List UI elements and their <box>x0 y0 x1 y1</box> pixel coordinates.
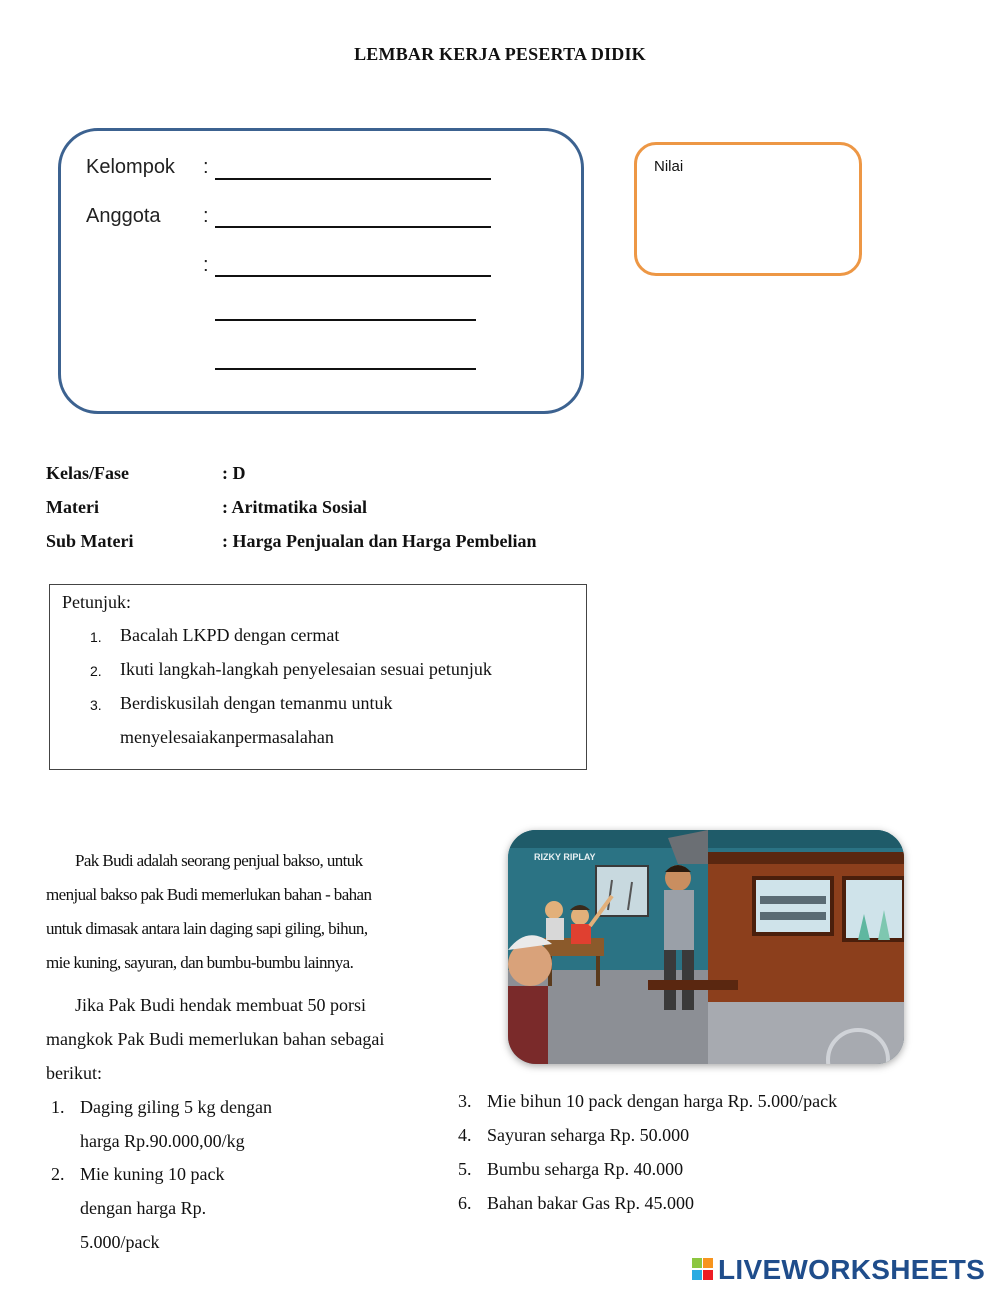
story-p1-line: untuk dimasak antara lain daging sapi giling, bihun, <box>46 919 368 938</box>
meta-class-label: Kelas/Fase <box>46 463 129 483</box>
score-label: Nilai <box>654 158 684 175</box>
ingredient-5-number: 5. <box>458 1159 472 1179</box>
ingredient-1-number: 1. <box>51 1097 65 1117</box>
meta-submaterial-label: Sub Materi <box>46 531 134 551</box>
instruction-3-text-line-2: menyelesaiakanpermasalahan <box>120 727 334 747</box>
ingredient-2-line: dengan harga Rp. <box>80 1198 207 1218</box>
instructions-title: Petunjuk: <box>62 592 132 612</box>
instruction-1-number: 1. <box>90 629 102 645</box>
ingredient-1-line: Daging giling 5 kg dengan <box>80 1097 272 1117</box>
ingredient-2-line: Mie kuning 10 pack <box>80 1164 225 1184</box>
ingredient-6-number: 6. <box>458 1193 472 1213</box>
ingredient-2-text <box>80 1157 224 1259</box>
member-1-colon: : <box>203 205 209 227</box>
ingredient-2-number: 2. <box>51 1164 65 1184</box>
page-title: LEMBAR KERJA PESERTA DIDIK <box>354 44 646 64</box>
member-2-field[interactable] <box>215 275 491 277</box>
meta-submaterial-value: : Harga Penjualan dan Harga Pembelian <box>222 531 537 551</box>
story-p2-line: mangkok Pak Budi memerlukan bahan sebagai <box>46 1029 385 1049</box>
liveworksheets-logo-icon <box>692 1258 714 1282</box>
illustration-caption: RIZKY RIPLAY <box>534 852 596 862</box>
meta-material-label: Materi <box>46 497 99 517</box>
meta-material-value: : Aritmatika Sosial <box>222 497 368 517</box>
ingredient-1-line: harga Rp.90.000,00/kg <box>80 1131 245 1151</box>
group-label: Kelompok <box>86 156 175 178</box>
story-paragraph-2 <box>46 988 384 1090</box>
story-paragraph-1 <box>46 844 371 980</box>
member-2-colon: : <box>203 254 209 276</box>
instruction-1-text: Bacalah LKPD dengan cermat <box>120 625 340 645</box>
story-p1-line: mie kuning, sayuran, dan bumbu-bumbu lainnya. <box>46 953 354 972</box>
member-1-field[interactable] <box>215 226 491 228</box>
ingredient-2-line: 5.000/pack <box>80 1232 160 1252</box>
instruction-3-number: 3. <box>90 697 102 713</box>
ingredient-1-text <box>80 1090 272 1158</box>
member-3-field[interactable] <box>215 319 476 321</box>
liveworksheets-logo[interactable]: LIVEWORKSHEETS <box>718 1254 986 1285</box>
ingredient-3-text: Mie bihun 10 pack dengan harga Rp. 5.000/pack <box>487 1091 838 1111</box>
meatball-vendor-illustration <box>508 830 904 1064</box>
meta-class-value: : D <box>222 463 246 483</box>
ingredient-6-text: Bahan bakar Gas Rp. 45.000 <box>487 1193 694 1213</box>
story-p2-line: Jika Pak Budi hendak membuat 50 porsi <box>75 995 366 1015</box>
instruction-2-number: 2. <box>90 663 102 679</box>
ingredient-5-text: Bumbu seharga Rp. 40.000 <box>487 1159 684 1179</box>
story-p1-line: menjual bakso pak Budi memerlukan bahan - bahan <box>46 885 372 904</box>
ingredient-3-number: 3. <box>458 1091 472 1111</box>
members-label: Anggota <box>86 205 161 227</box>
group-name-field[interactable] <box>215 178 491 180</box>
story-p1-line: Pak Budi adalah seorang penjual bakso, untuk <box>75 851 363 870</box>
story-p2-line: berikut: <box>46 1063 102 1083</box>
group-colon: : <box>203 156 209 178</box>
instruction-2-text: Ikuti langkah-langkah penyelesaian sesuai petunjuk <box>120 659 492 679</box>
illustration-svg <box>508 830 904 1064</box>
ingredient-4-number: 4. <box>458 1125 472 1145</box>
ingredient-4-text: Sayuran seharga Rp. 50.000 <box>487 1125 690 1145</box>
instruction-3-text-line-1: Berdiskusilah dengan temanmu untuk <box>120 693 393 713</box>
member-4-field[interactable] <box>215 368 476 370</box>
